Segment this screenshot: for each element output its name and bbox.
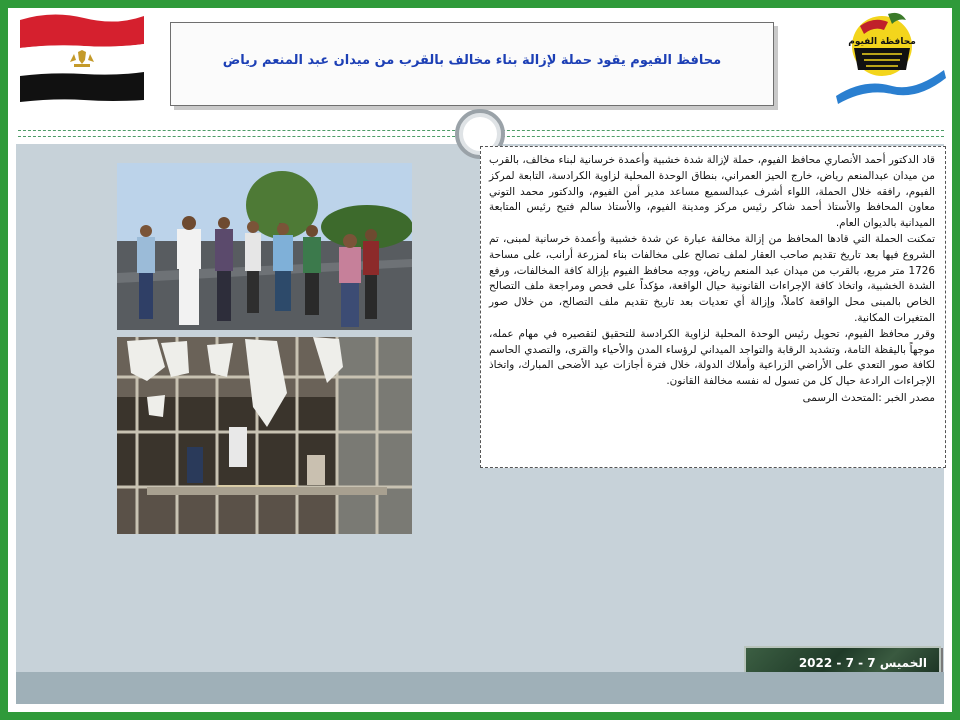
logo-text: محافظة الفيوم <box>848 37 916 47</box>
article-paragraph: قاد الدكتور أحمد الأنصاري محافظ الفيوم، حملة لإزالة شدة خشبية وأعمدة خرسانية لبناء مخالف، بالقرب من ميدان عبدالمنعم رياض، خارج الحيز العمراني، بنطاق الوحدة المحلية لزاوية الكرادسة، التابعة لمركز الفيوم، رافقه خلال الحملة، اللواء أشرف عبدالسميع مساعد مدير أمن الفيوم، والدكتور محمد التوني معاون المحافظ والأستاذ أحمد شاكر رئيس مركز ومدينة الفيوم، والأستاذ سالم فتيح رئيس المتابعة الميدانية بالديوان العام. <box>489 154 935 230</box>
news-photo-inspection <box>117 163 412 330</box>
article-paragraph: وقرر محافظ الفيوم، تحويل رئيس الوحدة المحلية لزاوية الكرادسة للتحقيق لتقصيره في مهام عمله، موجهاً باليقظة التامة، وتشديد الرقابة والتواجد الميداني لرؤساء المدن والأحياء والقرى، والتصدي الحاسم لكافة صور التعدي على الأراضي الزراعية وأملاك الدولة، خلال فترة أجازات عيد الأضحى المبارك، واتخاذ الإجراءات الرادعة حيال كل من تسول له نفسه مخالفة القانون. <box>489 327 935 388</box>
article-source: مصدر الخبر :المتحدث الرسمى <box>802 391 935 404</box>
governorate-logo <box>834 8 948 104</box>
publish-date: الخميس 7 - 7 - 2022 <box>798 656 927 670</box>
egypt-flag-image <box>16 10 148 102</box>
article-paragraph: تمكنت الحملة التي قادها المحافظ من إزالة مخالفة عبارة عن شدة خشبية وأعمدة خرسانية لمبنى، تم الشروع فيها بعد تاريخ تقديم صاحب العقار لملف تصالح على مخالفات بناء لمزرعة أرانب، على مساحة 1726 متر مربع، بالقرب من ميدان عبد المنعم رياض، ووجه محافظ الفيوم بإزالة كافة المخالفات، ورفع الشدة الخشبية، واتخاذ كافة الإجراءات القانونية حيال الواقعة، مؤكداً على فحص ومراجعة ملف التصالح الخاص بالمبنى محل الواقعة كاملاً، وإزالة أي تعديات بعد تاريخ تقديم ملف التصالح، من خلال صور المتغيرات المكانية. <box>489 232 935 324</box>
title-box <box>170 22 774 106</box>
bottom-strip <box>16 672 944 704</box>
news-photo-scaffolding <box>117 337 412 534</box>
page-title: محافظ الفيوم يقود حملة لإزالة بناء مخالف بالقرب من ميدان عبد المنعم رياض <box>222 53 722 68</box>
article-body <box>480 146 946 468</box>
